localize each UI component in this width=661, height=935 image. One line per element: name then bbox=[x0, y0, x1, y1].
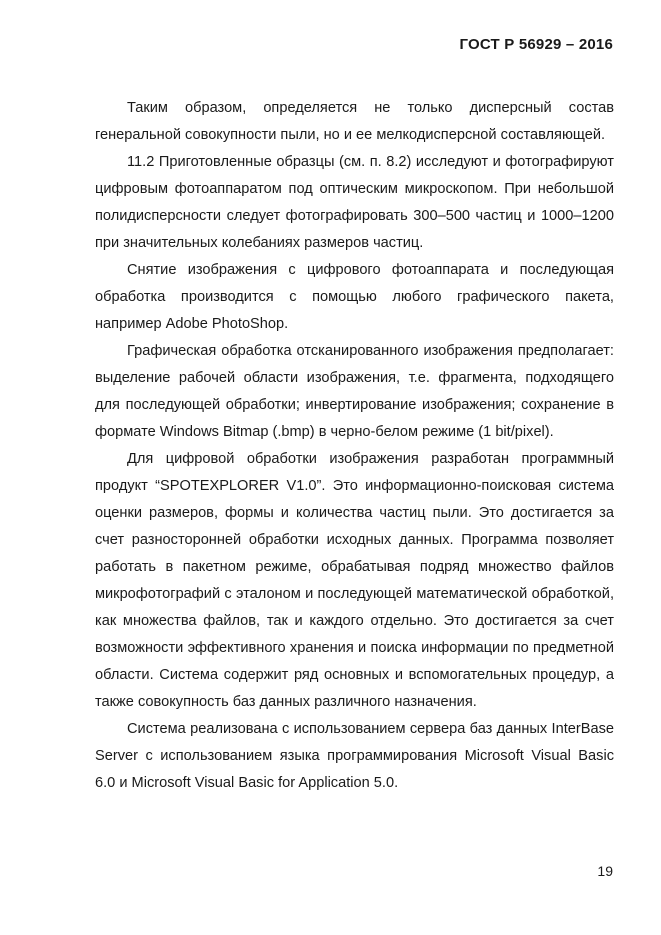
paragraph: Снятие изображения с цифрового фотоаппарата и последующая обработка производится с помощью любого графического пакета, например Adobe PhotoShop. bbox=[95, 262, 614, 332]
paragraph: Таким образом, определяется не только дисперсный состав генеральной совокупности пыли, но и ее мелкодисперсной составляющей. bbox=[95, 100, 614, 143]
page-number: 19 bbox=[597, 863, 613, 879]
paragraph: 11.2 Приготовленные образцы (см. п. 8.2) исследуют и фотографируют цифровым фотоаппаратом под оптическим микроскопом. При небольшой полидисперсности следует фотографировать 300–500 частиц и 1000–1200 при значительных колебаниях размеров частиц. bbox=[95, 154, 614, 251]
paragraph: Система реализована с использованием сервера баз данных InterBase Server с использованием языка программирования Microsoft Visual Basic 6.0 и Microsoft Visual Basic for Application 5.0. bbox=[95, 721, 614, 791]
document-body bbox=[95, 95, 614, 797]
paragraph: Для цифровой обработки изображения разработан программный продукт “SPOTEXPLORER V1.0”. Это информационно-поисковая система оценки размеров, формы и количества частиц пыли. Это достигается за счет разносторонней обработки исходных данных. Программа позволяет работать в пакетном режиме, обрабатывая подряд множество файлов микрофотографий с эталоном и последующей математической обработкой, как множества файлов, так и каждого отдельно. Это достигается за счет возможности эффективного хранения и поиска информации по предметной области. Система содержит ряд основных и вспомогательных процедур, а также совокупность баз данных различного назначения. bbox=[95, 451, 614, 710]
paragraph: Графическая обработка отсканированного изображения предполагает: выделение рабочей области изображения, т.е. фрагмента, подходящего для последующей обработки; инвертирование изображения; сохранение в формате Windows Bitmap (.bmp) в черно-белом режиме (1 bit/pixel). bbox=[95, 343, 614, 440]
document-header: ГОСТ Р 56929 – 2016 bbox=[459, 36, 613, 53]
